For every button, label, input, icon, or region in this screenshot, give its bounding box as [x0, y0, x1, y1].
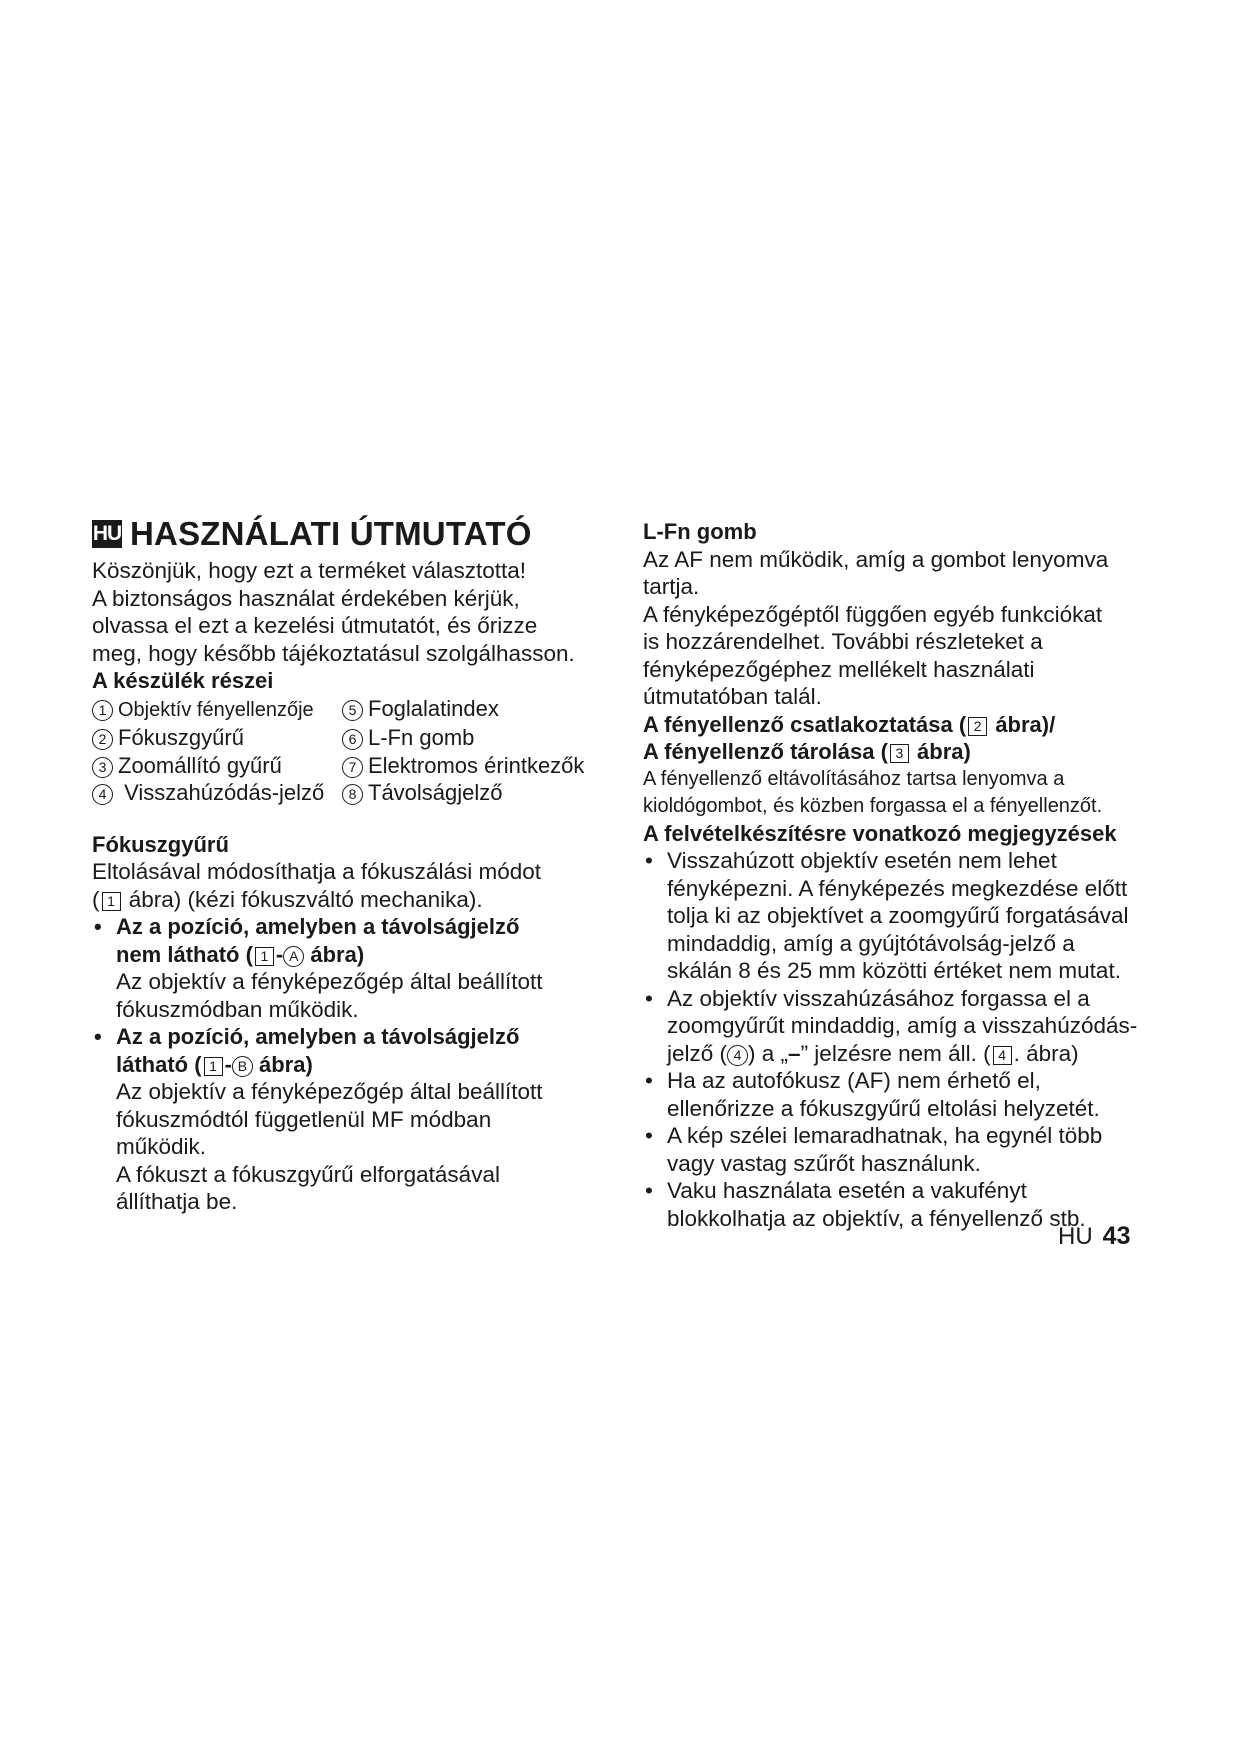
parts-heading: A készülék részei: [92, 668, 274, 693]
part-item: 1 Objektív fényellenzője: [92, 695, 342, 725]
page-number: 43: [1102, 1222, 1131, 1250]
part-item: 7 Elektromos érintkezők: [342, 752, 612, 780]
page-footer: [1058, 1222, 1130, 1251]
part-item: 2 Fókuszgyűrű: [92, 724, 342, 752]
part-item: 5 Foglalatindex: [342, 695, 612, 725]
page-title: [92, 515, 612, 553]
list-item: • Az a pozíció, amelyben a távolságjelző látható ( 1 - B ábra) Az objektív a fényképezőgép által beállított fókuszmódtól függetlenül MF módban működik. A fókuszt a fókuszgyűrű elforgatásával állíthatja be.: [94, 1024, 543, 1214]
part-item: 3 Zoomállító gyűrű: [92, 752, 342, 780]
focus-ring-heading: Fókuszgyűrű: [92, 831, 229, 857]
list-item: • Vaku használata esetén a vakufényt blokkolhatja az objektív, a fényellenző stb.: [645, 1178, 1086, 1231]
notes-heading: A felvételkészítésre vonatkozó megjegyzések: [643, 820, 1117, 846]
list-item: • A kép szélei lemaradhatnak, ha egynél több vagy vastag szűrőt használunk.: [645, 1123, 1103, 1176]
figure-ref: 1: [102, 892, 121, 911]
footer-lang: HU: [1058, 1223, 1093, 1250]
list-item: • Ha az autofókusz (AF) nem érhető el, ellenőrizze a fókuszgyűrű eltolási helyzetét.: [645, 1068, 1100, 1121]
language-badge: HU: [92, 520, 122, 548]
part-item: 6 L-Fn gomb: [342, 724, 612, 752]
part-item: 4 Visszahúzódás-jelző: [92, 779, 342, 807]
parts-list: [92, 695, 612, 807]
title-text: HASZNÁLATI ÚTMUTATÓ: [130, 515, 532, 552]
intro-text: Köszönjük, hogy ezt a terméket választotta! A biztonságos használat érdekében kérjük, olvassa el ezt a kezelési útmutatót, és őrizze meg, hogy később tájékoztatásul szolgálhasson.: [92, 558, 575, 666]
hood-storage-heading: A fényellenző tárolása ( 3 ábra): [643, 739, 971, 764]
lfn-heading: L-Fn gomb: [643, 519, 757, 544]
list-item: • Az a pozíció, amelyben a távolságjelző nem látható ( 1 - A ábra) Az objektív a fényképezőgép által beállított fókuszmódban működik.: [94, 914, 543, 1022]
list-item: • Visszahúzott objektív esetén nem lehet fényképezni. A fényképezés megkezdése előtt tolja ki az objektívet a zoomgyűrű forgatásával mindaddig, amíg a gyújtótávolság-jelző a skálán 8 és 25 mm közötti értéket nem mutat.: [645, 848, 1129, 983]
left-column: HU HASZNÁLATI ÚTMUTATÓ Köszönjük, hogy ezt a terméket választotta! A biztonságos használat érdekében kérjük, olvassa el ezt a kezelési útmutatót, és őrizze meg, hogy később tájékoztatásul szolgálhasson. A készülék részei 1 Objektív fényellenzője 5 Foglalatindex 2 Fókuszgyűrű 6 L-Fn gomb 3 Zoomállító gyűrű 7 Elektromos érintkezők 4 Visszahúzódás-jelző 8 Távolságjelző Fókuszgyűrű Eltolásával módosíthatja a fókuszálási módot ( 1 ábra) (kézi fókuszváltó mechanika). • Az a pozíció, amelyben a távolságjelző nem látható ( 1 - A ábra) Az objektív a fényképezőgép által beállított fókuszmódban működik. • Az a pozíció, amelyben a távolságjelző látható ( 1 - B ábra) Az objektív a fényképezőgép által beállított fókuszmódtól függetlenül MF módban működik. A fókuszt a fókuszgyűrű elforgatásával állíthatja be.: [92, 515, 612, 1216]
part-item: 8 Távolságjelző: [342, 779, 612, 807]
right-column: L-Fn gomb Az AF nem működik, amíg a gombot lenyomva tartja. A fényképezőgéptől függően egyéb funkciókat is hozzárendelhet. További részleteket a fényképezőgéphez mellékelt használati útmutatóban talál. A fényellenző csatlakoztatása ( 2 ábra)/ A fényellenző tárolása ( 3 ábra) A fényellenző eltávolításához tartsa lenyomva a kioldógombot, és közben forgassa el a fényellenzőt. A felvételkészítésre vonatkozó megjegyzések • Visszahúzott objektív esetén nem lehet fényképezni. A fényképezés megkezdése előtt tolja ki az objektívet a zoomgyűrű forgatásával mindaddig, amíg a gyújtótávolság-jelző a skálán 8 és 25 mm közötti értéket nem mutat. • Az objektív visszahúzásához forgassa el a zoomgyűrűt mindaddig, amíg a visszahúzódás- jelző ( 4 ) a „–” jelzésre nem áll. ( 4 . ábra) • Ha az autofókusz (AF) nem érhető el, ellenőrizze a fókuszgyűrű eltolási helyzetét. • A kép szélei lemaradhatnak, ha egynél több vagy vastag szűrőt használunk. • Vaku használata esetén a vakufényt blokkolhatja az objektív, a fényellenző stb.: [643, 518, 1163, 1232]
list-item: • Az objektív visszahúzásához forgassa el a zoomgyűrűt mindaddig, amíg a visszahúzódás- jelző ( 4 ) a „–” jelzésre nem áll. ( 4 . ábra): [645, 985, 1138, 1066]
hood-heading: A fényellenző csatlakoztatása ( 2 ábra)/: [643, 711, 1056, 737]
